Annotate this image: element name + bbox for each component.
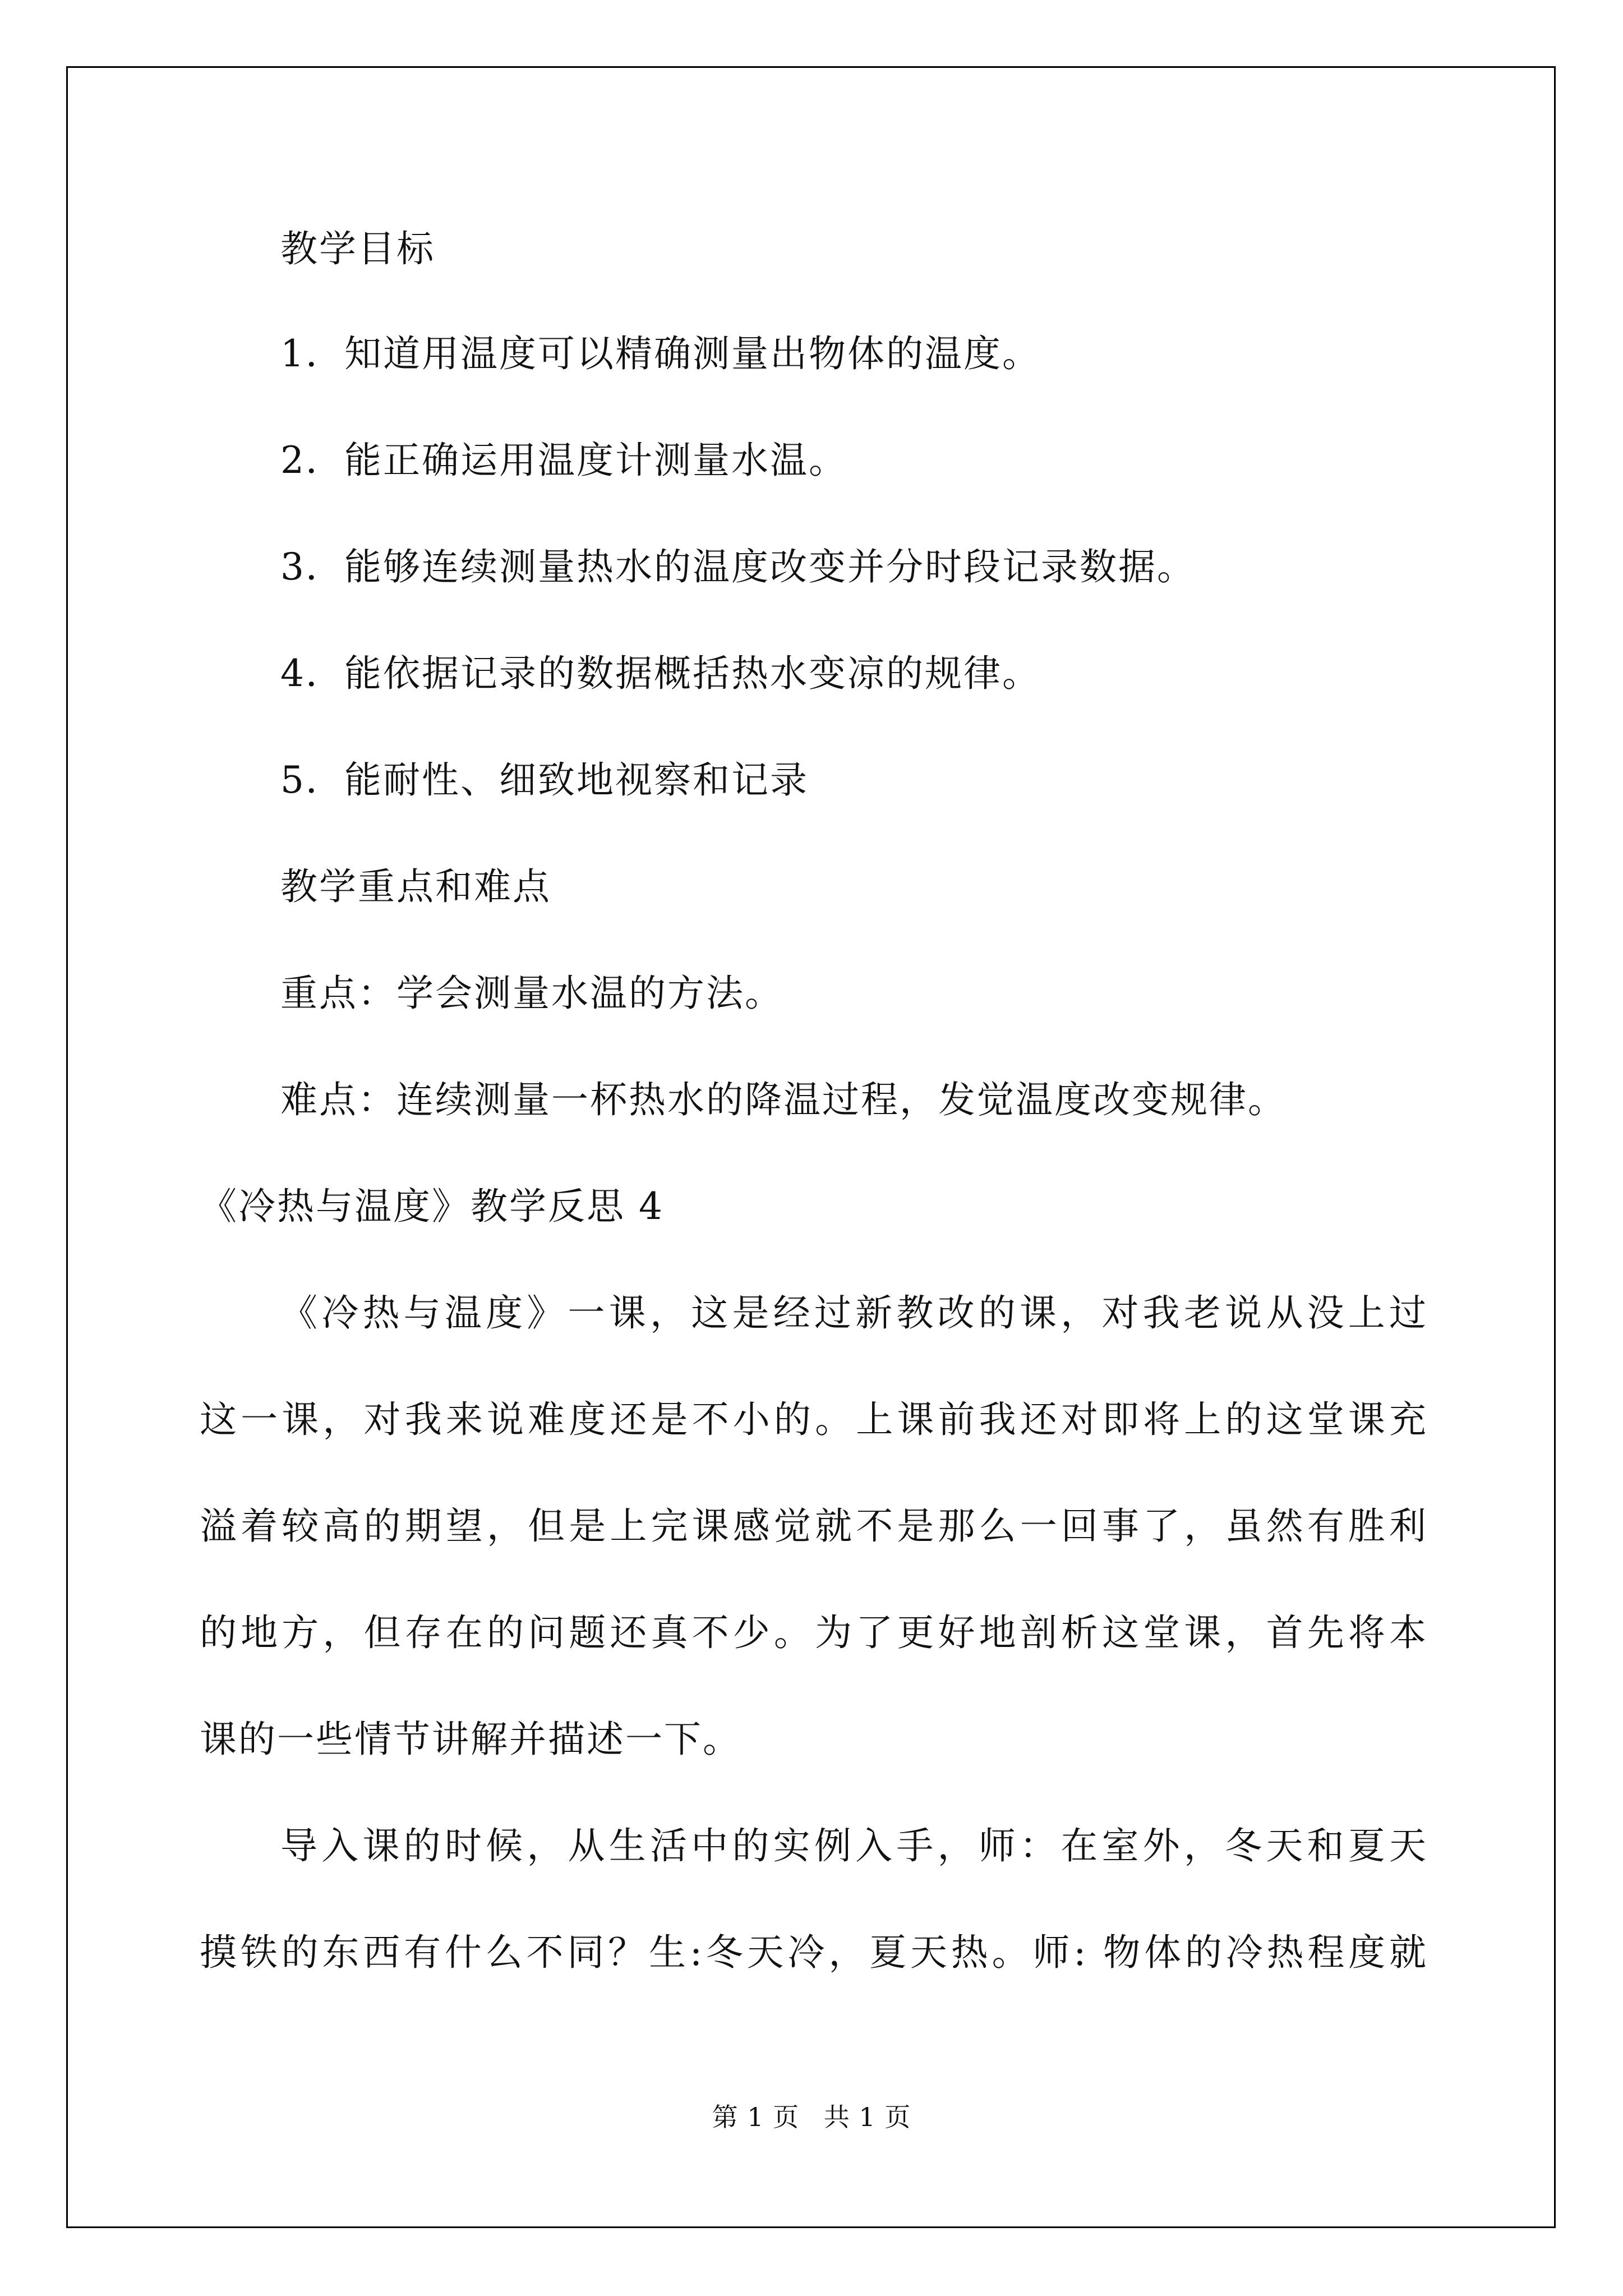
page-number: 第 1 页 (712, 2102, 800, 2132)
key-point: 重点：学会测量水温的方法。 (280, 972, 783, 1015)
goal-item-2: 2．能正确运用温度计测量水温。 (280, 439, 847, 482)
page-footer (0, 2100, 1623, 2134)
paragraph-2-line-1: 导入课的时候，从生活中的实例入手，师：在室外，冬天和夏天 (280, 1824, 1428, 1867)
page-border (66, 66, 1556, 2228)
goal-item-5: 5．能耐性、细致地视察和记录 (280, 758, 809, 802)
paragraph-1-line-4: 的地方，但存在的问题还真不少。为了更好地剖析这堂课，首先将本 (200, 1611, 1428, 1654)
heading-teaching-goals: 教学目标 (280, 227, 435, 270)
page-total: 共 1 页 (823, 2102, 911, 2132)
paragraph-1-line-1: 《冷热与温度》一课，这是经过新教改的课，对我老说从没上过 (280, 1291, 1428, 1335)
paragraph-1-line-5: 课的一些情节讲解并描述一下。 (200, 1718, 741, 1761)
goal-item-3: 3．能够连续测量热水的温度改变并分时段记录数据。 (280, 545, 1196, 588)
section-title: 《冷热与温度》教学反思 4 (200, 1185, 664, 1228)
goal-item-1: 1．知道用温度可以精确测量出物体的温度。 (280, 332, 1041, 375)
paragraph-2-line-2: 摸铁的东西有什么不同？生:冬天冷，夏天热。师: 物体的冷热程度就 (200, 1931, 1428, 1974)
heading-key-points: 教学重点和难点 (280, 865, 551, 908)
goal-item-4: 4．能依据记录的数据概括热水变凉的规律。 (280, 652, 1041, 695)
difficult-point: 难点：连续测量一杯热水的降温过程，发觉温度改变规律。 (280, 1078, 1287, 1121)
paragraph-1-line-3: 溢着较高的期望，但是上完课感觉就不是那么一回事了，虽然有胜利 (200, 1504, 1428, 1548)
paragraph-1-line-2: 这一课，对我来说难度还是不小的。上课前我还对即将上的这堂课充 (200, 1398, 1428, 1441)
